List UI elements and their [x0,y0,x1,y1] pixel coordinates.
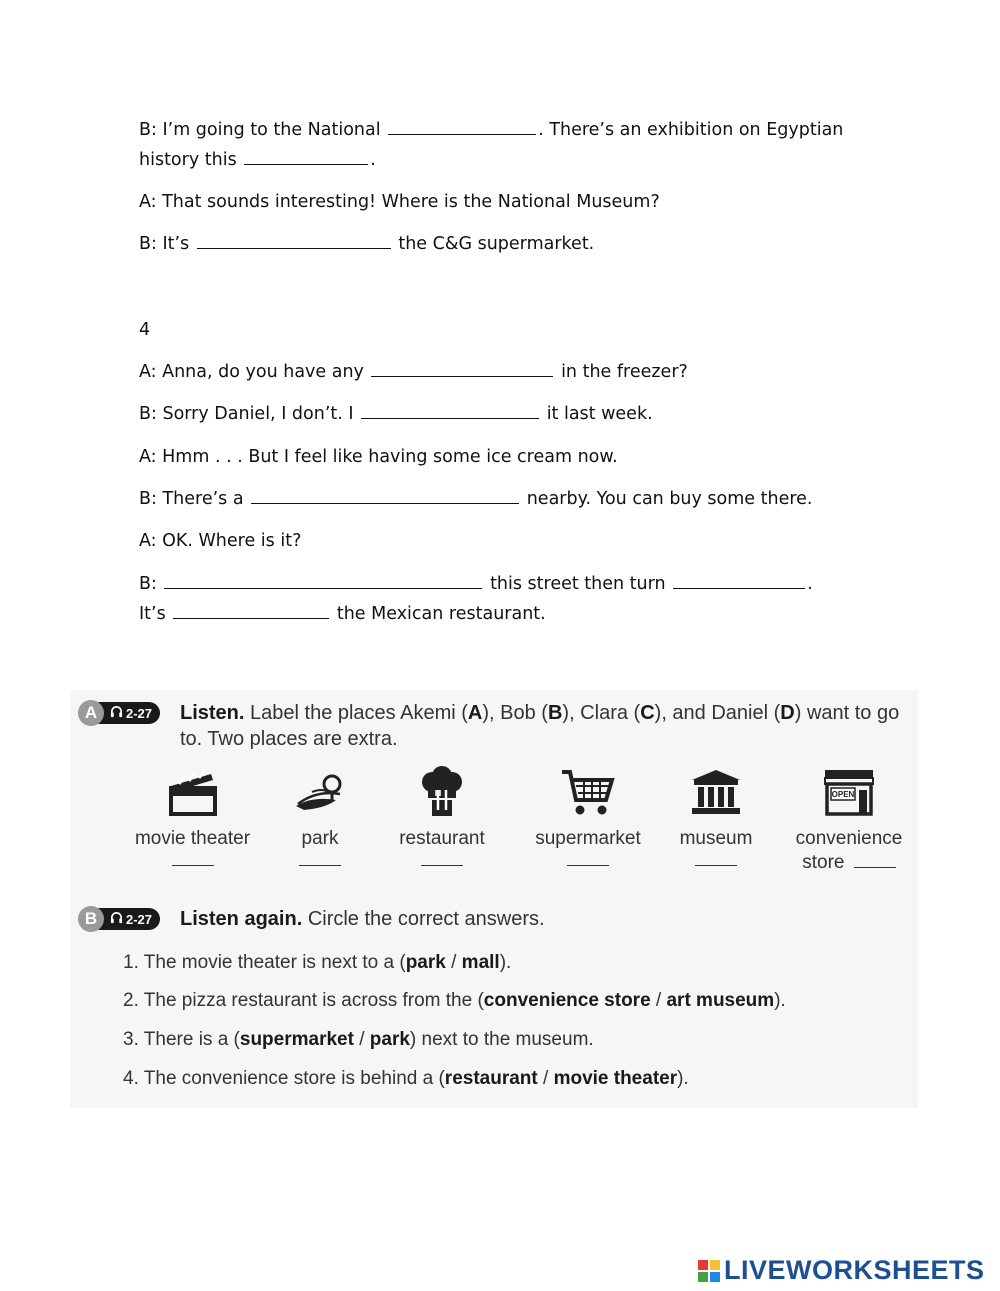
place-convenience-store [782,766,916,874]
dialog3-line-b1 [139,115,843,145]
dialog-text: the Mexican restaurant. [336,604,546,624]
dialog-text: . There’s an exhibition on Egyptian [538,120,844,140]
logo-text: LIVEWORKSHEETS [724,1255,985,1285]
blank-input[interactable] [371,358,553,377]
logo-mark-icon [698,1260,720,1282]
dialog-text: in the freezer? [561,362,688,382]
question-text: 3. There is a ( [123,1029,240,1050]
blank-input[interactable] [197,230,391,249]
blank-input[interactable] [173,600,329,619]
dialog4-line-b3 [139,569,813,599]
dialog-text: the C&G supermarket. [398,234,595,254]
answer-blank[interactable] [299,864,341,866]
dialog4-line-a2: A: Hmm . . . But I feel like having some ice cream now. [139,447,618,467]
answer-option[interactable]: restaurant [444,1068,538,1089]
place-label-line2 [782,852,916,874]
place-restaurant [383,766,501,872]
audio-track-label [96,702,160,724]
track-number: 2-27 [126,705,153,721]
question-text: ). [677,1068,689,1089]
answer-option[interactable]: supermarket [239,1029,354,1050]
exercise-b-badge [78,906,160,932]
question-2 [123,990,786,1012]
exercise-panel [70,690,918,1108]
blank-input[interactable] [244,146,368,165]
question-3 [123,1029,594,1051]
instruction-bold: Listen. [180,702,245,724]
dialog-text: It’s [139,604,166,624]
dialog-text: . [370,150,376,170]
question-text: ) next to the museum. [409,1029,594,1050]
headphones-icon [110,911,123,927]
blank-input[interactable] [361,400,539,419]
dialog-text: B: [139,574,157,594]
instruction-bold: Listen again. [180,908,303,930]
question-text: ). [774,990,786,1011]
dialog-text: A: Anna, do you have any [139,362,364,382]
place-museum [666,766,766,872]
option-separator: / [537,1068,554,1089]
dialog3-line-b2 [139,229,594,259]
exercise-b-instruction [180,906,545,932]
dialog4-line-a3: A: OK. Where is it? [139,531,302,551]
storefront-icon [782,766,916,818]
exercise-a-badge [78,700,160,726]
place-label: movie theater [134,828,251,849]
dialog-text: . [807,574,813,594]
place-supermarket [520,766,656,872]
dialog4-line-b1 [139,399,653,429]
dialog-text: B: I’m going to the National [139,120,381,140]
blank-input[interactable] [164,570,482,589]
instruction-bold: D [780,702,795,724]
dialog-text: B: Sorry Daniel, I don’t. I [139,404,354,424]
answer-blank[interactable] [854,866,896,868]
dialog-text: it last week. [546,404,653,424]
dialog3-line-b1-cont [139,145,376,175]
place-label: museum [679,828,753,849]
dialog-text: this street then turn [490,574,666,594]
open-sign: OPEN [831,790,855,799]
question-text: 2. The pizza restaurant is across from the ( [123,990,484,1011]
dialog-text: B: It’s [139,234,190,254]
liveworksheets-logo [698,1255,985,1286]
option-separator: / [445,952,462,973]
park-icon [275,766,365,818]
question-text: ). [499,952,512,973]
answer-option[interactable]: park [405,952,446,973]
audio-track-label [96,908,160,930]
question-4 [123,1068,689,1090]
answer-blank[interactable] [172,864,214,866]
headphones-icon [110,705,123,721]
answer-option[interactable]: park [369,1029,410,1050]
answer-option[interactable]: convenience store [483,990,651,1011]
dialog3-line-a1: A: That sounds interesting! Where is the National Museum? [139,192,660,212]
question-text: 4. The convenience store is behind a ( [123,1068,445,1089]
exercise-a-instruction [180,700,915,752]
answer-blank[interactable] [695,864,737,866]
dialog4-line-b3-cont [139,599,546,629]
place-label: park [301,828,339,849]
dialog4-line-b2 [139,484,813,514]
instruction-bold: C [640,702,655,724]
blank-input[interactable] [673,570,805,589]
place-label: restaurant [399,828,485,849]
instruction-text: ) want to go [794,702,900,724]
question-text: 1. The movie theater is next to a ( [123,952,406,973]
instruction-text: ), and Daniel ( [654,702,781,724]
instruction-bold: B [547,702,563,724]
museum-icon [666,766,766,818]
instruction-text: ), Clara ( [562,702,641,724]
dialog4-line-a1 [139,357,688,387]
answer-blank[interactable] [567,864,609,866]
track-number: 2-27 [126,911,153,927]
shopping-cart-icon [520,766,656,818]
answer-option[interactable]: art museum [666,990,775,1011]
instruction-text: ), Bob ( [482,702,548,724]
dialog4-number: 4 [139,320,151,340]
instruction-text: Label the places Akemi ( [250,702,468,724]
dialog-text: B: There’s a [139,489,244,509]
place-movie-theater [120,766,265,872]
answer-option[interactable]: mall [461,952,500,973]
place-label: convenience [795,828,903,849]
question-1 [123,952,511,974]
exercise-letter: B [78,906,104,932]
dialog-text: history this [139,150,237,170]
clapperboard-icon [120,766,265,818]
exercise-letter: A [78,700,104,726]
option-separator: / [650,990,667,1011]
blank-input[interactable] [388,116,536,135]
answer-blank[interactable] [421,864,463,866]
dialog-text: nearby. You can buy some there. [526,489,813,509]
option-separator: / [353,1029,370,1050]
chef-hat-icon [383,766,501,818]
place-label: supermarket [535,828,641,849]
place-label: store [802,852,845,873]
place-park [275,766,365,872]
answer-option[interactable]: movie theater [553,1068,678,1089]
instruction-text: to. Two places are extra. [180,728,398,750]
blank-input[interactable] [251,485,519,504]
instruction-bold: A [467,702,483,724]
instruction-text: Circle the correct answers. [307,908,545,930]
